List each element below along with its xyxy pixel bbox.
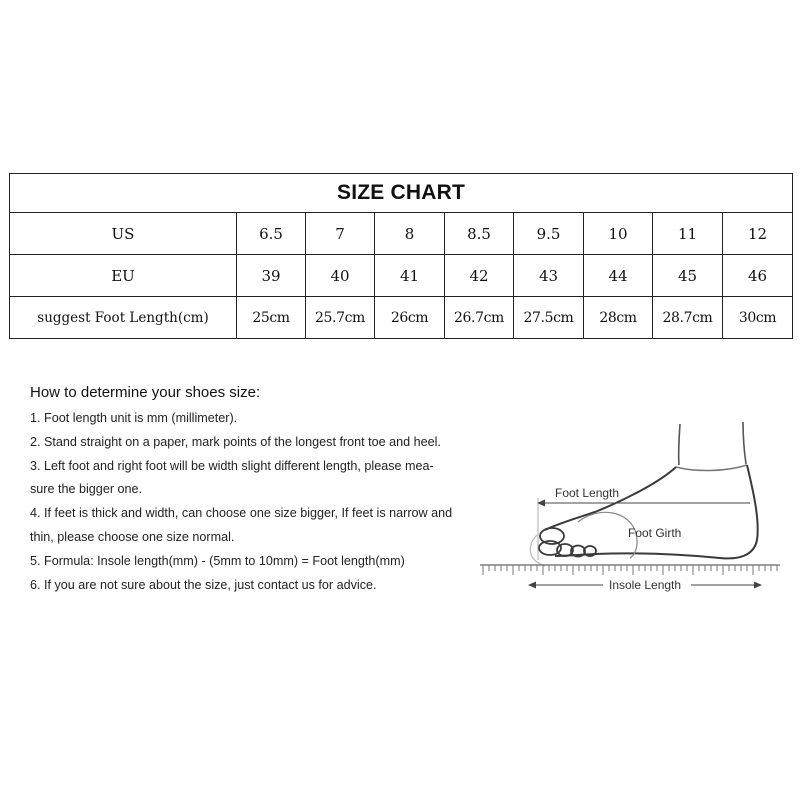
sock-band <box>676 465 747 471</box>
table-cell: 12 <box>723 213 793 255</box>
how-to-heading: How to determine your shoes size: <box>30 384 261 401</box>
eu-size-row <box>10 255 793 297</box>
table-cell: 9.5 <box>514 213 584 255</box>
instruction-line: thin, please choose one size normal. <box>30 529 235 544</box>
table-cell: 8.5 <box>445 213 514 255</box>
size-chart-title: SIZE CHART <box>10 174 793 213</box>
arrow-head-icon <box>754 582 762 589</box>
ruler-ticks <box>483 565 777 575</box>
table-cell: 46 <box>723 255 793 297</box>
foot-measurement-diagram <box>475 410 785 600</box>
row-label-us: US <box>10 213 237 255</box>
insole-length-label: Insole Length <box>609 578 682 592</box>
leg-outline <box>679 424 680 465</box>
foot-length-row <box>10 297 793 339</box>
table-cell: 25.7cm <box>306 297 375 339</box>
leg-outline <box>743 422 746 464</box>
row-label-eu: EU <box>10 255 237 297</box>
row-label-foot-length: suggest Foot Length(cm) <box>10 297 237 339</box>
table-cell: 39 <box>237 255 306 297</box>
foot-length-label: Foot Length <box>555 486 620 500</box>
table-cell: 40 <box>306 255 375 297</box>
instruction-line: sure the bigger one. <box>30 482 143 497</box>
foot-girth-label: Foot Girth <box>628 526 682 540</box>
size-chart-table <box>9 173 793 339</box>
table-cell: 44 <box>584 255 653 297</box>
table-cell: 8 <box>375 213 445 255</box>
table-cell: 26.7cm <box>445 297 514 339</box>
how-to-section <box>30 384 490 597</box>
instruction-line: 4. If feet is thick and width, can choose one size bigger, If feet is narrow and <box>30 506 453 521</box>
table-cell: 43 <box>514 255 584 297</box>
instruction-line: 2. Stand straight on a paper, mark points of the longest front toe and heel. <box>30 434 441 449</box>
table-cell: 25cm <box>237 297 306 339</box>
table-cell: 42 <box>445 255 514 297</box>
instruction-line: 1. Foot length unit is mm (millimeter). <box>30 411 238 425</box>
table-cell: 6.5 <box>237 213 306 255</box>
foot-outline <box>545 465 758 558</box>
table-cell: 30cm <box>723 297 793 339</box>
us-size-row <box>10 213 793 255</box>
table-cell: 7 <box>306 213 375 255</box>
table-cell: 11 <box>653 213 723 255</box>
instruction-line: 6. If you are not sure about the size, just contact us for advice. <box>30 577 377 592</box>
toes-icon <box>539 528 596 557</box>
table-cell: 10 <box>584 213 653 255</box>
instruction-line: 3. Left foot and right foot will be width slight different length, please mea- <box>30 458 434 473</box>
arrow-head-icon <box>528 582 536 589</box>
table-cell: 27.5cm <box>514 297 584 339</box>
table-cell: 41 <box>375 255 445 297</box>
table-cell: 28cm <box>584 297 653 339</box>
table-cell: 28.7cm <box>653 297 723 339</box>
table-cell: 45 <box>653 255 723 297</box>
instruction-line: 5. Formula: Insole length(mm) - (5mm to 10mm) = Foot length(mm) <box>30 553 405 568</box>
table-cell: 26cm <box>375 297 445 339</box>
